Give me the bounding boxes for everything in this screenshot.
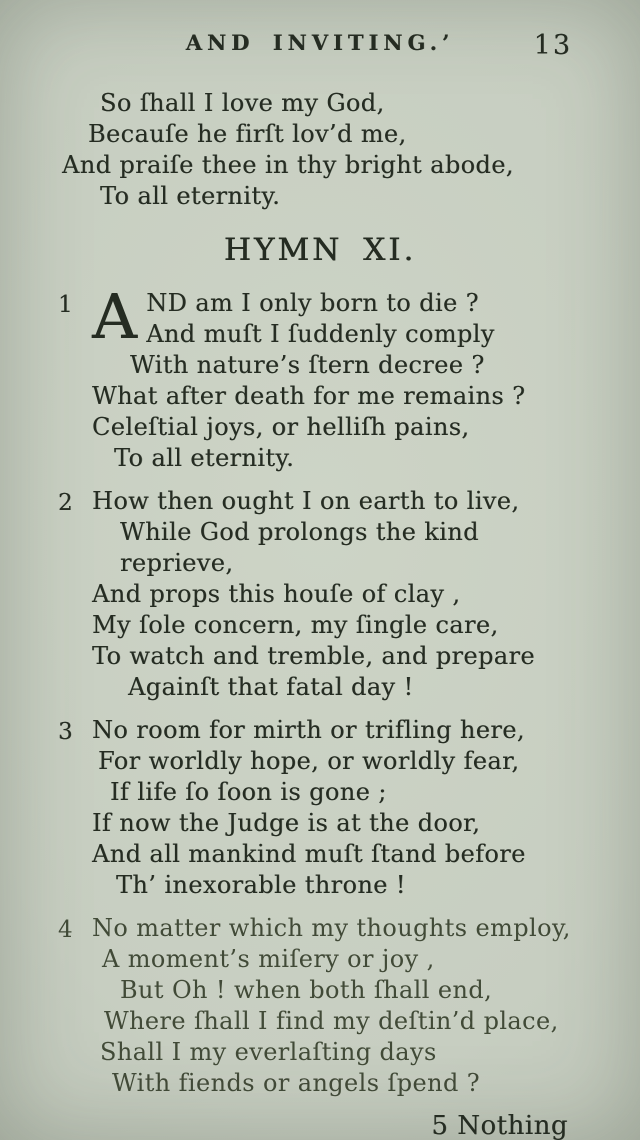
poem-line: Shall I my everlaſting days — [100, 1038, 437, 1066]
poem-line: Againſt that fatal day ! — [128, 673, 414, 701]
poem-line: To all eternity. — [100, 182, 281, 210]
poem-line: ND am I only born to die ? — [146, 289, 479, 317]
poem-line: And praiſe thee in thy bright abode, — [62, 151, 514, 179]
poem-line: With fiends or angels ſpend ? — [112, 1069, 481, 1097]
verse-number: 3 — [58, 719, 74, 745]
poem-line: And all mankind muſt ſtand before — [92, 840, 526, 868]
verse-number: 1 — [58, 292, 74, 318]
hymn-verse — [58, 913, 600, 1099]
catchword: 5 Nothing — [431, 1111, 568, 1140]
verse-number: 4 — [58, 917, 74, 943]
poem-line: And muſt I ſuddenly comply — [146, 320, 495, 348]
poem-line: No room for mirth or trifling here, — [92, 716, 525, 744]
poem-line: Where ſhall I find my deſtin’d place, — [104, 1007, 559, 1035]
poem-line: But Oh ! when both ſhall end, — [120, 976, 493, 1004]
poem-line: And props this houſe of clay , — [92, 580, 461, 608]
poem-line: To watch and tremble, and prepare — [92, 642, 535, 670]
running-title: AND INVITING.’ — [185, 30, 455, 55]
verse-number: 2 — [58, 490, 74, 516]
hymn-verse — [58, 486, 600, 703]
page-number: 13 — [533, 30, 572, 61]
poem-line: No matter which my thoughts employ, — [92, 914, 571, 942]
poem-line: For worldly hope, or worldly fear, — [98, 747, 520, 775]
hymn-verse — [58, 280, 600, 474]
poem-line: A moment’s miſery or joy , — [102, 945, 435, 973]
hymn-title: HYMN XI. — [223, 232, 417, 268]
hymn-verse — [58, 715, 600, 901]
poem-line: My ſole concern, my ſingle care, — [92, 611, 499, 639]
opening-stanza — [62, 88, 600, 212]
dropcap-initial: A — [92, 280, 138, 353]
poem-line: With nature’s ſtern decree ? — [130, 351, 485, 379]
poem-line: If now the Judge is at the door, — [92, 809, 481, 837]
poem-line: If life ſo ſoon is gone ; — [110, 778, 387, 806]
page-header — [40, 30, 600, 64]
poem-line: So ſhall I love my God, — [100, 89, 385, 117]
poem-line: What after death for me remains ? — [92, 382, 526, 410]
poem-line: Becauſe he firſt lov’d me, — [88, 120, 407, 148]
poem-line: Celeſtial joys, or helliſh pains, — [92, 413, 470, 441]
poem-line: Th’ inexorable throne ! — [116, 871, 406, 899]
hymn-verses — [58, 280, 600, 1099]
poem-line: While God prolongs the kind reprieve, — [120, 518, 479, 577]
poem-line: To all eternity. — [114, 444, 295, 472]
poem-line: How then ought I on earth to live, — [92, 487, 520, 515]
